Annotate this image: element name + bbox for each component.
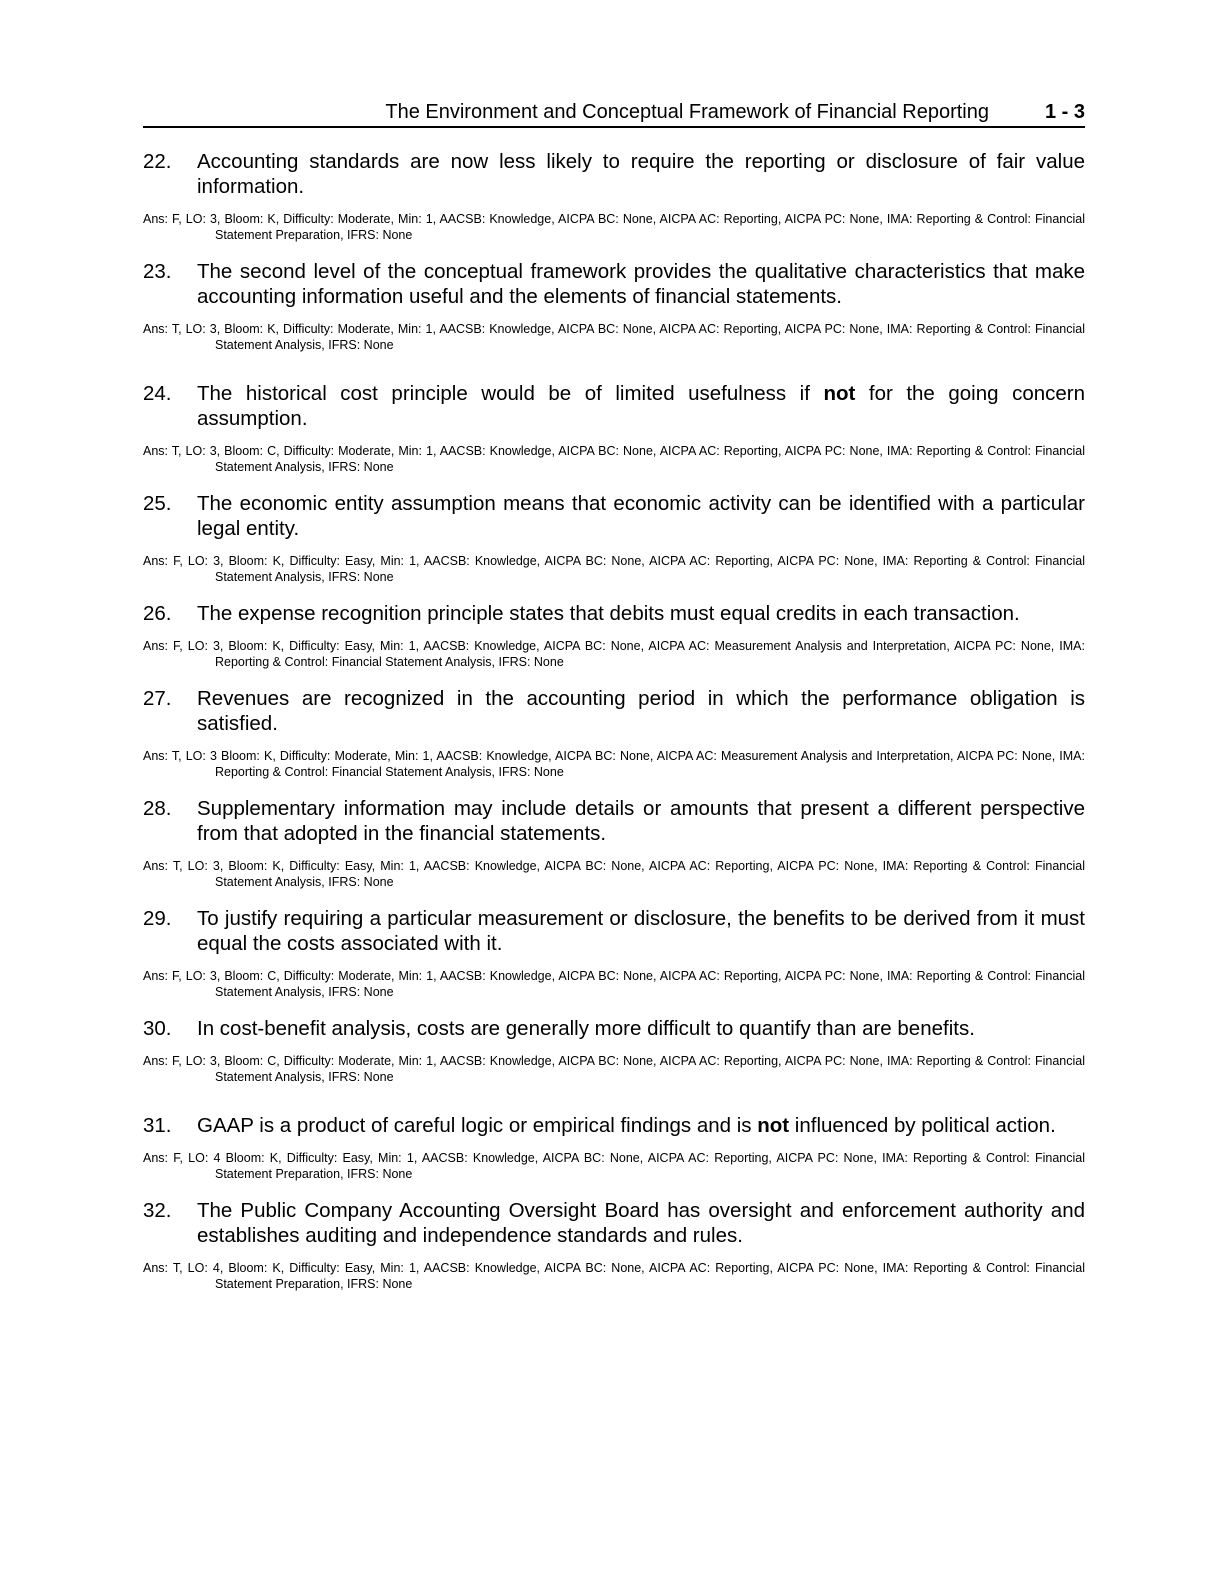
- question-25: [143, 491, 1085, 585]
- answer-metadata: Ans: F, LO: 3, Bloom: K, Difficulty: Easy, Min: 1, AACSB: Knowledge, AICPA BC: None, AICPA AC: Measurement Analysis and Interpretation, AICPA PC: None, IMA: Reporting & Control: Financial Statement Analysis, IFRS: None: [143, 639, 1085, 669]
- question-26: [143, 601, 1085, 670]
- answer-metadata: Ans: T, LO: 4, Bloom: K, Difficulty: Easy, Min: 1, AACSB: Knowledge, AICPA BC: None, AICPA AC: Reporting, AICPA PC: None, IMA: Reporting & Control: Financial Statement Preparation, IFRS: None: [143, 1261, 1085, 1291]
- question-28: [143, 796, 1085, 890]
- question-text: The expense recognition principle states that debits must equal credits in each transaction.: [197, 602, 1020, 625]
- answer-metadata: Ans: F, LO: 3, Bloom: K, Difficulty: Easy, Min: 1, AACSB: Knowledge, AICPA BC: None, AICPA AC: Reporting, AICPA PC: None, IMA: Reporting & Control: Financial Statement Analysis, IFRS: None: [143, 554, 1085, 584]
- question-number: 26.: [143, 602, 172, 625]
- answer-metadata: Ans: T, LO: 3 Bloom: K, Difficulty: Moderate, Min: 1, AACSB: Knowledge, AICPA BC: None, AICPA AC: Measurement Analysis and Interpretation, AICPA PC: None, IMA: Reporting & Control: Financial Statement Analysis, IFRS: None: [143, 749, 1085, 779]
- question-number: 22.: [143, 150, 172, 173]
- question-22: [143, 149, 1085, 243]
- question-number: 30.: [143, 1017, 172, 1040]
- answer-metadata: Ans: T, LO: 3, Bloom: C, Difficulty: Moderate, Min: 1, AACSB: Knowledge, AICPA BC: None, AICPA AC: Reporting, AICPA PC: None, IMA: Reporting & Control: Financial Statement Analysis, IFRS: None: [143, 444, 1085, 474]
- question-29: [143, 906, 1085, 1000]
- question-text: The second level of the conceptual framework provides the qualitative characteristics that make accounting information useful and the elements of financial statements.: [197, 260, 1085, 308]
- question-list: [143, 149, 1085, 1292]
- question-text: The historical cost principle would be of limited usefulness if not for the going concern assumption.: [197, 382, 1085, 430]
- header-title: The Environment and Conceptual Framework of Financial Reporting: [385, 101, 989, 123]
- question-number: 29.: [143, 907, 172, 930]
- answer-metadata: Ans: F, LO: 3, Bloom: K, Difficulty: Moderate, Min: 1, AACSB: Knowledge, AICPA BC: None, AICPA AC: Reporting, AICPA PC: None, IMA: Reporting & Control: Financial Statement Preparation, IFRS: None: [143, 212, 1085, 242]
- question-31: [143, 1113, 1085, 1182]
- question-number: 27.: [143, 687, 172, 710]
- question-number: 24.: [143, 382, 172, 405]
- page-header: [143, 100, 1085, 128]
- question-23: [143, 259, 1085, 353]
- page-number: 1 - 3: [1044, 101, 1085, 123]
- answer-metadata: Ans: F, LO: 4 Bloom: K, Difficulty: Easy, Min: 1, AACSB: Knowledge, AICPA BC: None, AICPA AC: Reporting, AICPA PC: None, IMA: Reporting & Control: Financial Statement Preparation, IFRS: None: [143, 1151, 1085, 1181]
- question-27: [143, 686, 1085, 780]
- question-number: 23.: [143, 260, 172, 283]
- answer-metadata: Ans: F, LO: 3, Bloom: C, Difficulty: Moderate, Min: 1, AACSB: Knowledge, AICPA BC: None, AICPA AC: Reporting, AICPA PC: None, IMA: Reporting & Control: Financial Statement Analysis, IFRS: None: [143, 969, 1085, 999]
- question-number: 28.: [143, 797, 172, 820]
- answer-metadata: Ans: T, LO: 3, Bloom: K, Difficulty: Moderate, Min: 1, AACSB: Knowledge, AICPA BC: None, AICPA AC: Reporting, AICPA PC: None, IMA: Reporting & Control: Financial Statement Analysis, IFRS: None: [143, 322, 1085, 352]
- question-text: Revenues are recognized in the accounting period in which the performance obligation is satisfied.: [197, 687, 1085, 735]
- answer-metadata: Ans: F, LO: 3, Bloom: C, Difficulty: Moderate, Min: 1, AACSB: Knowledge, AICPA BC: None, AICPA AC: Reporting, AICPA PC: None, IMA: Reporting & Control: Financial Statement Analysis, IFRS: None: [143, 1054, 1085, 1084]
- question-number: 32.: [143, 1199, 172, 1222]
- question-number: 31.: [143, 1114, 172, 1137]
- question-text: GAAP is a product of careful logic or empirical findings and is not influenced by political action.: [197, 1114, 1056, 1137]
- question-text: In cost-benefit analysis, costs are generally more difficult to quantify than are benefits.: [197, 1017, 975, 1040]
- question-text: Supplementary information may include details or amounts that present a different perspective from that adopted in the financial statements.: [197, 797, 1085, 845]
- answer-metadata: Ans: T, LO: 3, Bloom: K, Difficulty: Easy, Min: 1, AACSB: Knowledge, AICPA BC: None, AICPA AC: Reporting, AICPA PC: None, IMA: Reporting & Control: Financial Statement Analysis, IFRS: None: [143, 859, 1085, 889]
- question-text: To justify requiring a particular measurement or disclosure, the benefits to be derived from it must equal the costs associated with it.: [197, 907, 1085, 955]
- question-number: 25.: [143, 492, 172, 515]
- question-text: The Public Company Accounting Oversight Board has oversight and enforcement authority and establishes auditing and independence standards and rules.: [197, 1199, 1085, 1247]
- question-text: The economic entity assumption means that economic activity can be identified with a particular legal entity.: [197, 492, 1085, 540]
- question-text: Accounting standards are now less likely to require the reporting or disclosure of fair value information.: [197, 150, 1085, 198]
- question-30: [143, 1016, 1085, 1085]
- question-24: [143, 381, 1085, 475]
- question-32: [143, 1198, 1085, 1292]
